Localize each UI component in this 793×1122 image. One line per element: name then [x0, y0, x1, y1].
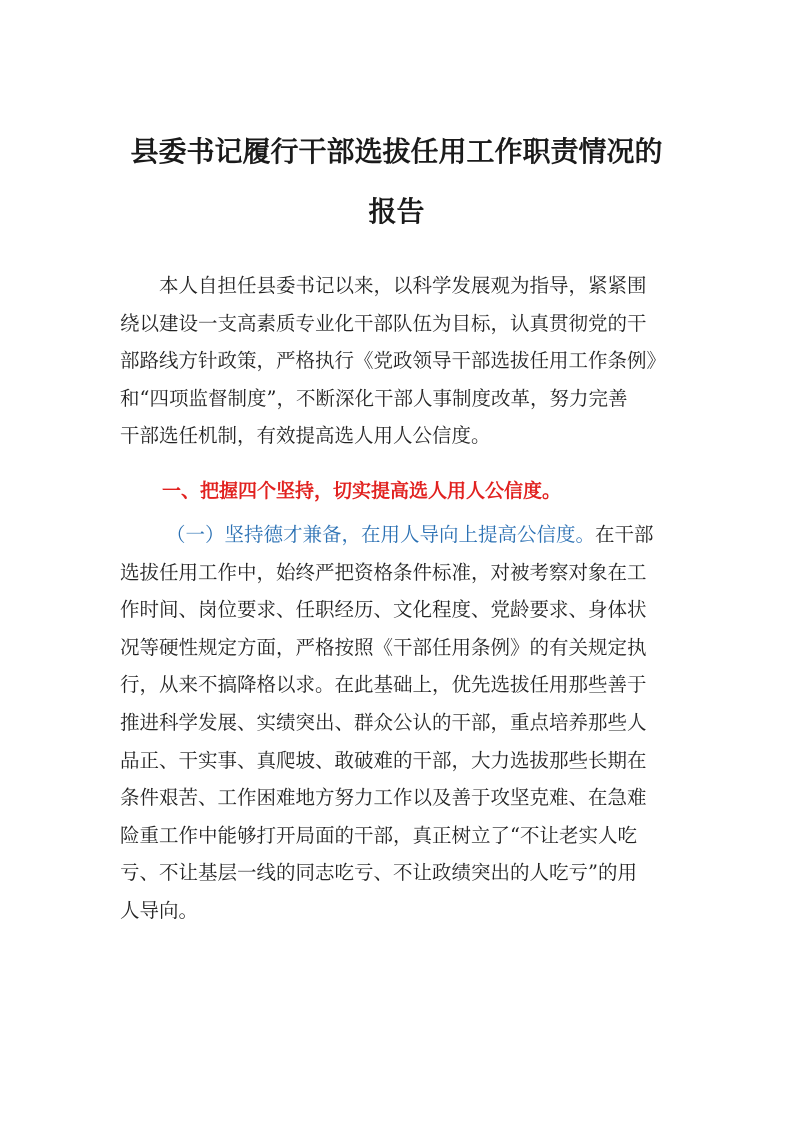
subsection-line: 选拔任用工作中，始终严把资格条件标准，对被考察对象在工 [120, 560, 647, 584]
document-title-line-2: 报告 [368, 195, 425, 228]
subsection-heading-1: （一）坚持德才兼备，在用人导向上提高公信度。 [166, 523, 596, 546]
subsection-paragraph-1 [120, 516, 683, 930]
intro-line: 和“四项监督制度”，不断深化干部人事制度改革，努力完善 [120, 386, 628, 410]
subsection-first-line [120, 516, 683, 554]
intro-line: 本人自担任县委书记以来，以科学发展观为指导，紧紧围 [120, 274, 647, 297]
document-title-line-1: 县委书记履行干部选拔任用工作职责情况的 [130, 135, 663, 168]
subsection-first-line-rest: 在干部 [595, 523, 654, 546]
intro-paragraph [120, 267, 683, 455]
subsection-line: 人导向。 [120, 898, 199, 922]
subsection-line: 推进科学发展、实绩突出、群众公认的干部，重点培养那些人 [120, 710, 647, 734]
intro-line: 干部选任机制，有效提高选人用人公信度。 [120, 424, 491, 448]
subsection-line: 条件艰苦、工作困难地方努力工作以及善于攻坚克难、在急难 [120, 786, 647, 810]
subsection-line: 亏、不让基层一线的同志吃亏、不让政绩突出的人吃亏”的用 [120, 861, 637, 885]
subsection-line: 品正、干实事、真爬坡、敢破难的干部，大力选拔那些长期在 [120, 748, 647, 772]
section-heading-1: 一、把握四个坚持，切实提高选人用人公信度。 [162, 480, 562, 502]
subsection-line: 作时间、岗位要求、任职经历、文化程度、党龄要求、身体状 [120, 598, 647, 622]
intro-line: 部路线方针政策，严格执行《党政领导干部选拔任用工作条例》 [120, 349, 667, 373]
intro-line: 绕以建设一支高素质专业化干部队伍为目标，认真贯彻党的干 [120, 311, 647, 335]
subsection-line: 险重工作中能够打开局面的干部，真正树立了“不让老实人吃 [120, 823, 637, 847]
subsection-line: 行，从来不搞降格以求。在此基础上，优先选拔任用那些善于 [120, 673, 647, 697]
subsection-line: 况等硬性规定方面，严格按照《干部任用条例》的有关规定执 [120, 635, 647, 659]
